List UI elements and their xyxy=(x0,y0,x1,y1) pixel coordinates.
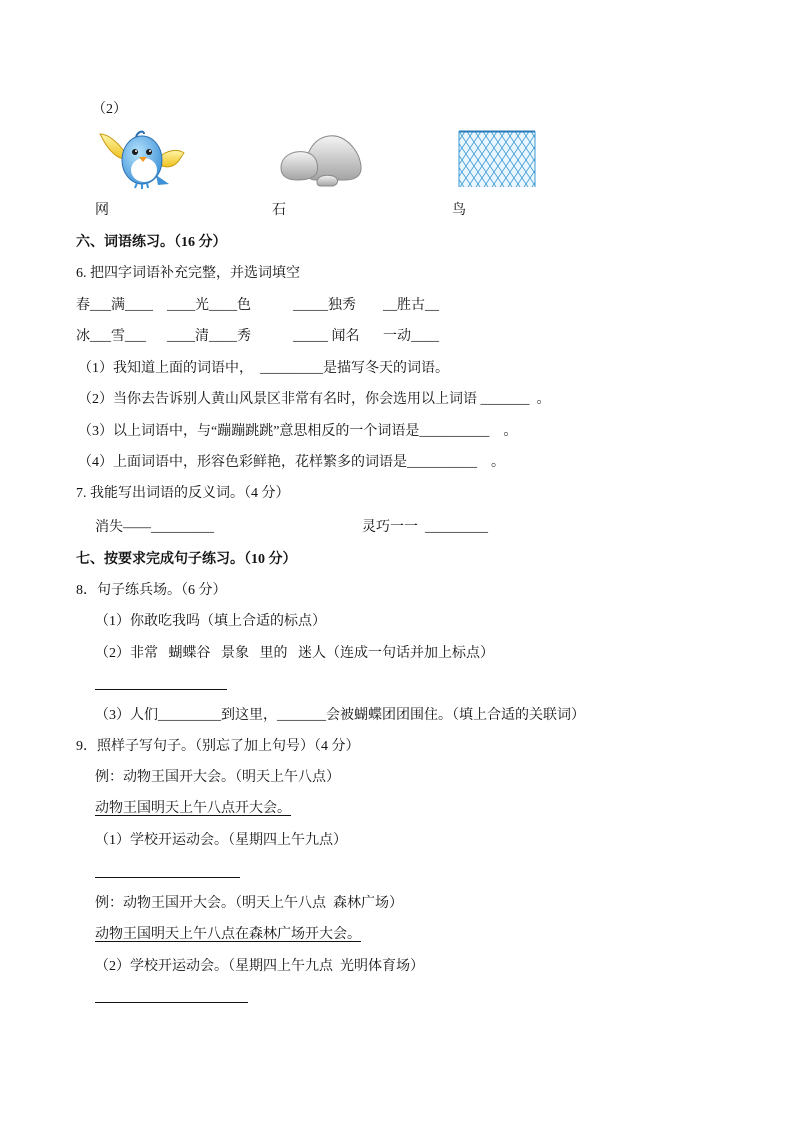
fill-word-item: 春___满____ xyxy=(76,298,153,313)
fill-word-item: 一动____ xyxy=(383,329,439,344)
word-label: 石 xyxy=(272,203,286,218)
question-title: 8．句子练兵场。（6 分） xyxy=(76,583,227,598)
sub-question: （1）你敢吃我吗（填上合适的标点） xyxy=(95,614,326,629)
question-title: 9．照样子写句子。（别忘了加上句号）（4 分） xyxy=(76,739,360,754)
bird-icon xyxy=(98,128,186,195)
section-heading: 六、词语练习。（16 分） xyxy=(76,235,227,250)
section-heading: 七、按要求完成句子练习。（10 分） xyxy=(76,552,297,567)
fill-word-item: _____独秀 xyxy=(293,298,356,313)
fill-word-item: _____ 闻名 xyxy=(293,329,360,344)
sub-question: （1）我知道上面的词语中， _________是描写冬天的词语。 xyxy=(78,361,449,376)
example-sentence: 例：动物王国开大会。（明天上午八点） xyxy=(95,770,340,785)
example-sentence: 例：动物王国开大会。（明天上午八点 森林广场） xyxy=(95,896,403,911)
fill-word-item: ____光____色 xyxy=(167,298,251,313)
net-icon xyxy=(458,130,536,193)
example-answer: 动物王国明天上午八点开大会。 xyxy=(95,801,291,816)
fill-word-item: __胜古__ xyxy=(383,298,439,313)
rock-icon xyxy=(279,132,363,193)
answer-blank xyxy=(95,689,227,690)
sub-question: （2）当你去告诉别人黄山风景区非常有名时，你会选用以上词语 _______ 。 xyxy=(78,392,551,407)
sub-question: （2）学校开运动会。（星期四上午九点 光明体育场） xyxy=(95,959,424,974)
answer-blank xyxy=(95,877,240,878)
antonym-item: 灵巧一一 _________ xyxy=(362,520,488,535)
sub-question: （3）以上词语中，与“蹦蹦跳跳”意思相反的一个词语是__________ 。 xyxy=(78,424,518,439)
sub-question: （1）学校开运动会。（星期四上午九点） xyxy=(95,833,347,848)
word-label: 鸟 xyxy=(452,203,466,218)
answer-blank xyxy=(95,1002,248,1003)
word-label: 网 xyxy=(95,203,109,218)
fill-word-item: ____清____秀 xyxy=(167,329,251,344)
question-label: （2） xyxy=(92,102,127,117)
sub-question: （4）上面词语中，形容色彩鲜艳，花样繁多的词语是__________ 。 xyxy=(78,455,505,470)
antonym-item: 消失——_________ xyxy=(95,520,214,535)
sub-question: （3）人们_________到这里，_______会被蝴蝶团团围住。（填上合适的关联词） xyxy=(95,708,585,723)
fill-word-item: 冰___雪___ xyxy=(76,329,146,344)
question-title: 7. 我能写出词语的反义词。（4 分） xyxy=(76,486,290,501)
question-title: 6. 把四字词语补充完整，并选词填空 xyxy=(76,266,300,281)
example-answer: 动物王国明天上午八点在森林广场开大会。 xyxy=(95,927,361,942)
sub-question: （2）非常 蝴蝶谷 景象 里的 迷人（连成一句话并加上标点） xyxy=(95,646,494,661)
